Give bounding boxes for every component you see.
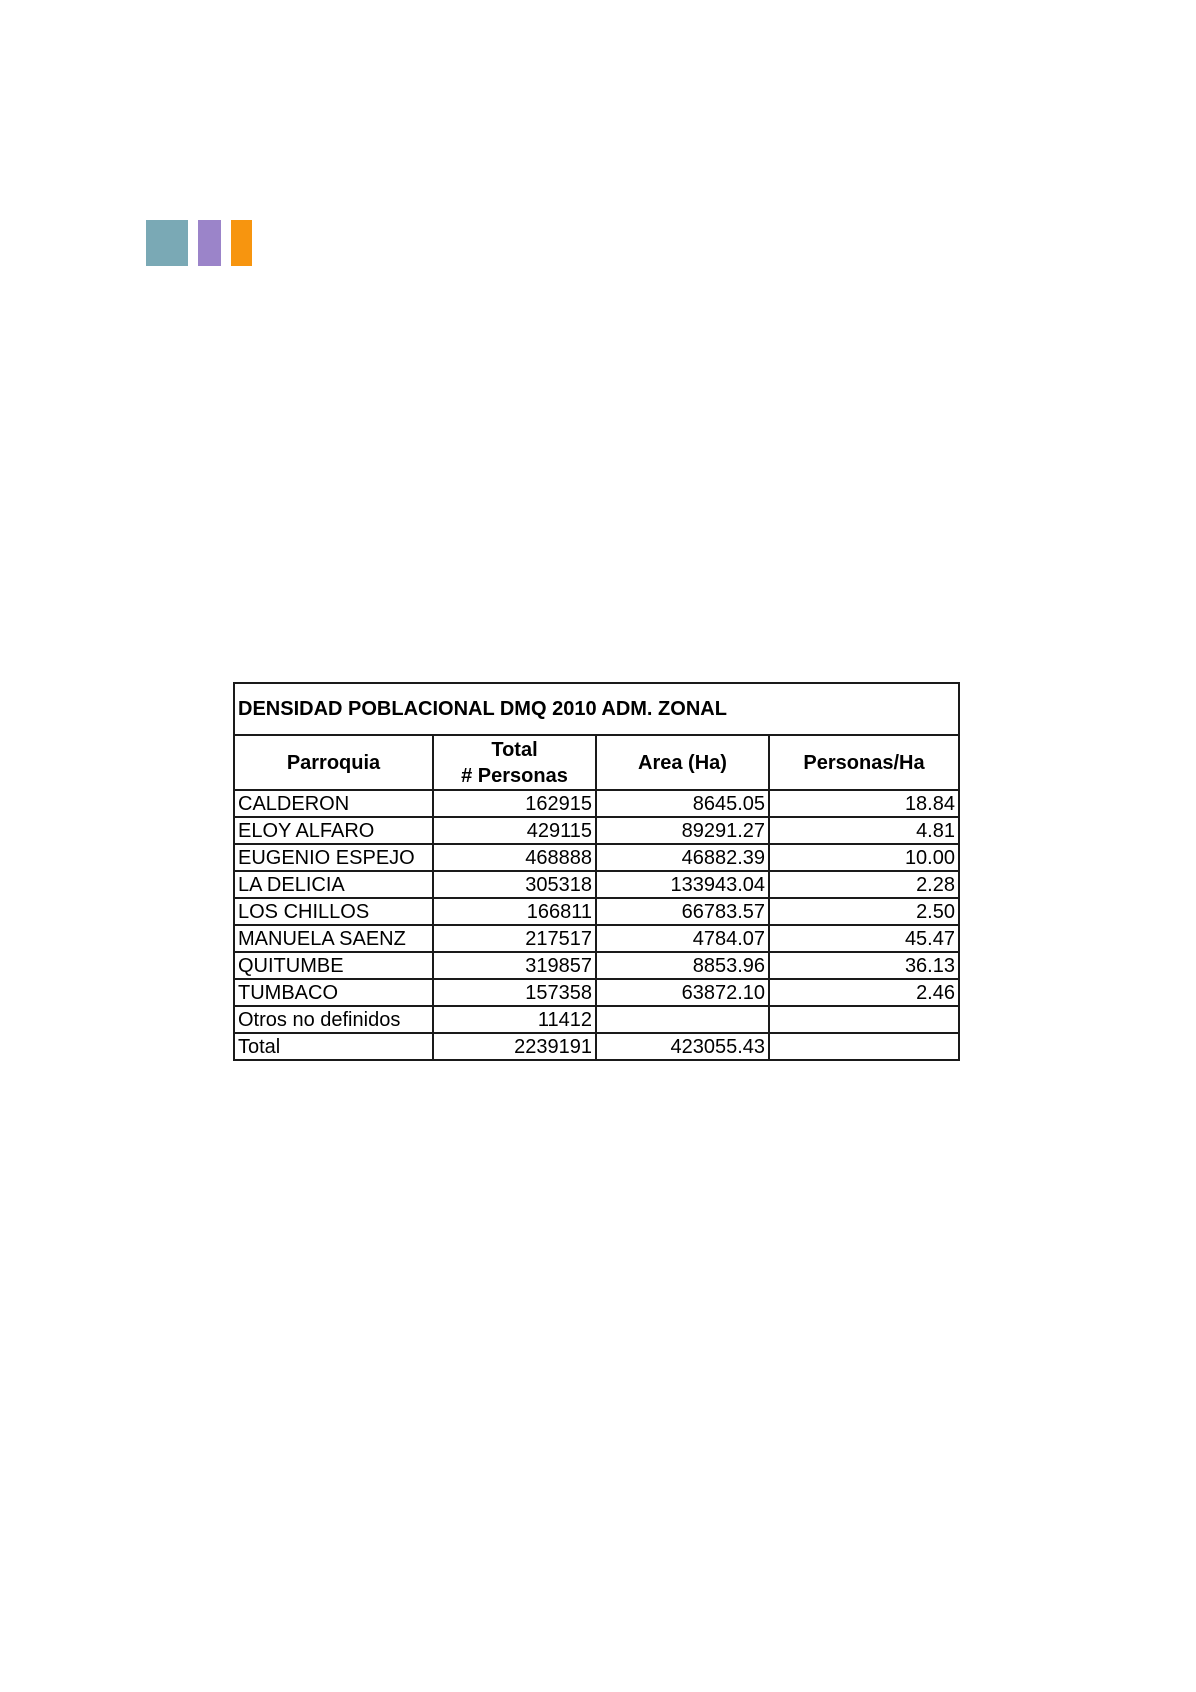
cell-parroquia: ELOY ALFARO: [234, 817, 433, 844]
table-total-row: [234, 1033, 959, 1060]
cell-total: 162915: [433, 790, 596, 817]
logo-block-teal: [146, 220, 188, 266]
table-title: DENSIDAD POBLACIONAL DMQ 2010 ADM. ZONAL: [234, 683, 959, 735]
density-table: [233, 682, 960, 1061]
header-density: Personas/Ha: [769, 735, 959, 790]
cell-parroquia: TUMBACO: [234, 979, 433, 1006]
cell-parroquia: CALDERON: [234, 790, 433, 817]
cell-parroquia: Otros no definidos: [234, 1006, 433, 1033]
header-area: Area (Ha): [596, 735, 769, 790]
cell-area: 4784.07: [596, 925, 769, 952]
table-row: [234, 817, 959, 844]
cell-density: [769, 1033, 959, 1060]
cell-density: 45.47: [769, 925, 959, 952]
cell-area: 46882.39: [596, 844, 769, 871]
cell-total: 2239191: [433, 1033, 596, 1060]
cell-density: [769, 1006, 959, 1033]
cell-parroquia: MANUELA SAENZ: [234, 925, 433, 952]
cell-density: 2.46: [769, 979, 959, 1006]
cell-area: 8645.05: [596, 790, 769, 817]
table-row: [234, 790, 959, 817]
cell-area: 133943.04: [596, 871, 769, 898]
cell-area: 66783.57: [596, 898, 769, 925]
table-header-row: [234, 735, 959, 790]
cell-total: 305318: [433, 871, 596, 898]
cell-density: 36.13: [769, 952, 959, 979]
cell-density: 2.50: [769, 898, 959, 925]
logo-block-orange: [231, 220, 252, 266]
table-row: [234, 871, 959, 898]
table-row: [234, 979, 959, 1006]
header-total-line1: Total: [491, 738, 538, 761]
table-row: [234, 925, 959, 952]
cell-density: 2.28: [769, 871, 959, 898]
cell-area: 423055.43: [596, 1033, 769, 1060]
cell-parroquia: Total: [234, 1033, 433, 1060]
cell-area: 63872.10: [596, 979, 769, 1006]
table-row: [234, 898, 959, 925]
table-row: [234, 952, 959, 979]
cell-total: 217517: [433, 925, 596, 952]
cell-parroquia: EUGENIO ESPEJO: [234, 844, 433, 871]
cell-total: 429115: [433, 817, 596, 844]
cell-parroquia: LOS CHILLOS: [234, 898, 433, 925]
header-total-personas: [433, 735, 596, 790]
cell-density: 18.84: [769, 790, 959, 817]
cell-area: 89291.27: [596, 817, 769, 844]
logo-block-purple: [198, 220, 221, 266]
cell-total: 468888: [433, 844, 596, 871]
table-row: [234, 844, 959, 871]
cell-parroquia: LA DELICIA: [234, 871, 433, 898]
cell-density: 4.81: [769, 817, 959, 844]
table-row: [234, 1006, 959, 1033]
cell-total: 11412: [433, 1006, 596, 1033]
cell-density: 10.00: [769, 844, 959, 871]
cell-total: 157358: [433, 979, 596, 1006]
header-parroquia: Parroquia: [234, 735, 433, 790]
table-title-row: [234, 683, 959, 735]
cell-total: 166811: [433, 898, 596, 925]
cell-total: 319857: [433, 952, 596, 979]
cell-area: 8853.96: [596, 952, 769, 979]
cell-parroquia: QUITUMBE: [234, 952, 433, 979]
cell-area: [596, 1006, 769, 1033]
header-total-line2: # Personas: [461, 764, 568, 787]
